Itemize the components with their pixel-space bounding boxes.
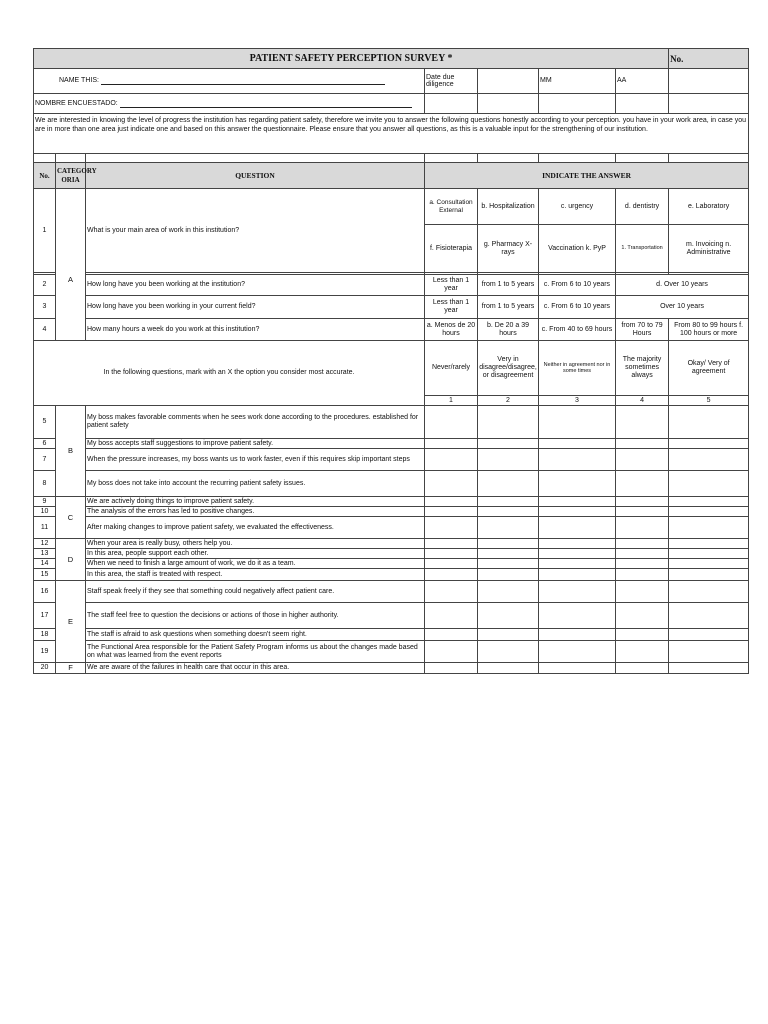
answer-cell[interactable]	[616, 569, 669, 581]
answer-cell[interactable]	[669, 449, 749, 471]
number-label: No.	[669, 49, 749, 69]
title-row	[34, 49, 749, 69]
answer-cell[interactable]	[539, 663, 616, 674]
answer-cell[interactable]	[539, 581, 616, 603]
answer-option[interactable]: from 70 to 79 Hours	[616, 319, 669, 341]
question-row	[34, 559, 749, 569]
answer-cell[interactable]	[539, 641, 616, 663]
answer-option[interactable]: a. Consultation External	[425, 189, 478, 225]
answer-cell[interactable]	[616, 539, 669, 549]
answer-option[interactable]: g. Pharmacy X-rays	[478, 225, 539, 273]
answer-cell[interactable]	[425, 569, 478, 581]
answer-option[interactable]: c. urgency	[539, 189, 616, 225]
answer-option[interactable]: Vaccination k. PyP	[539, 225, 616, 273]
answer-option[interactable]: d. Over 10 years	[616, 275, 749, 296]
question-row	[34, 319, 749, 341]
answer-cell[interactable]	[616, 507, 669, 517]
answer-cell[interactable]	[539, 559, 616, 569]
question-row	[34, 569, 749, 581]
answer-cell[interactable]	[539, 406, 616, 439]
answer-cell[interactable]	[539, 517, 616, 539]
answer-cell[interactable]	[669, 663, 749, 674]
answer-cell[interactable]	[669, 439, 749, 449]
answer-cell[interactable]	[478, 497, 539, 507]
question-row	[34, 539, 749, 549]
question-number: 19	[34, 641, 56, 663]
question-number: 6	[34, 439, 56, 449]
question-row	[34, 629, 749, 641]
answer-cell[interactable]	[478, 517, 539, 539]
answer-option[interactable]: f. Fisioterapia	[425, 225, 478, 273]
scale-header-row	[34, 341, 749, 396]
question-row	[34, 275, 749, 296]
question-text: My boss does not take into account the recurring patient safety issues.	[86, 471, 425, 497]
answer-cell[interactable]	[669, 471, 749, 497]
answer-cell[interactable]	[669, 569, 749, 581]
answer-cell[interactable]	[478, 629, 539, 641]
category-a: A	[56, 189, 86, 341]
question-number: 12	[34, 539, 56, 549]
scale-label: Never/rarely	[425, 341, 478, 396]
scale-number: 1	[425, 396, 478, 406]
question-text: When we need to finish a large amount of work, we do it as a team.	[86, 559, 425, 569]
question-number: 4	[34, 319, 56, 341]
answer-cell[interactable]	[616, 581, 669, 603]
question-text: How many hours a week do you work at this institution?	[86, 319, 425, 341]
answer-cell[interactable]	[425, 517, 478, 539]
date-label: Date due diligence	[425, 69, 478, 94]
survey-title: PATIENT SAFETY PERCEPTION SURVEY *	[34, 49, 669, 69]
answer-option[interactable]: Over 10 years	[616, 296, 749, 319]
question-number: 20	[34, 663, 56, 674]
answer-cell[interactable]	[478, 406, 539, 439]
question-text: When your area is really busy, others help you.	[86, 539, 425, 549]
question-row	[34, 296, 749, 319]
question-number: 13	[34, 549, 56, 559]
answer-option[interactable]: 1. Transportation	[616, 225, 669, 273]
question-number: 8	[34, 471, 56, 497]
answer-cell[interactable]	[669, 539, 749, 549]
answer-cell[interactable]	[616, 497, 669, 507]
answer-option[interactable]: from 1 to 5 years	[478, 275, 539, 296]
question-row	[34, 663, 749, 674]
name-this-label: NAME THIS:	[59, 77, 99, 84]
answer-option[interactable]: From 80 to 99 hours f. 100 hours or more	[669, 319, 749, 341]
answer-option[interactable]: e. Laboratory	[669, 189, 749, 225]
name-row	[34, 69, 749, 94]
answer-cell[interactable]	[478, 569, 539, 581]
date-mm-label[interactable]: MM	[539, 69, 616, 94]
answer-cell[interactable]	[616, 439, 669, 449]
scale-number: 2	[478, 396, 539, 406]
question-text: The staff feel free to question the decisions or actions of those in higher authority.	[86, 603, 425, 629]
question-row	[34, 471, 749, 497]
spacer-row	[34, 154, 749, 163]
question-text: The analysis of the errors has led to positive changes.	[86, 507, 425, 517]
answer-cell[interactable]	[669, 406, 749, 439]
question-row	[34, 641, 749, 663]
answer-cell[interactable]	[539, 439, 616, 449]
answer-cell[interactable]	[616, 663, 669, 674]
answer-cell[interactable]	[425, 406, 478, 439]
question-row	[34, 603, 749, 629]
answer-cell[interactable]	[478, 559, 539, 569]
name-this-cell	[34, 69, 425, 94]
answer-option[interactable]: c. From 40 to 69 hours	[539, 319, 616, 341]
answer-cell[interactable]	[539, 471, 616, 497]
nombre-field[interactable]	[120, 100, 412, 108]
answer-cell[interactable]	[478, 507, 539, 517]
answer-cell[interactable]	[616, 517, 669, 539]
col-no-header: No.	[34, 163, 56, 189]
answer-cell[interactable]	[669, 559, 749, 569]
answer-option[interactable]: a. Menos de 20 hours	[425, 319, 478, 341]
answer-cell[interactable]	[669, 517, 749, 539]
answer-cell[interactable]	[669, 581, 749, 603]
col-category-header	[56, 163, 97, 189]
answer-option[interactable]: from 1 to 5 years	[478, 296, 539, 319]
question-text: We are actively doing things to improve patient safety.	[86, 497, 425, 507]
answer-cell[interactable]	[669, 497, 749, 507]
question-row	[34, 517, 749, 539]
question-text: Staff speak freely if they see that something could negatively affect patient care.	[86, 581, 425, 603]
scale-number: 3	[539, 396, 616, 406]
answer-cell[interactable]	[616, 629, 669, 641]
column-header-row	[34, 163, 749, 189]
survey-number-field[interactable]	[669, 69, 749, 94]
answer-cell[interactable]	[425, 629, 478, 641]
answer-cell[interactable]	[478, 641, 539, 663]
category-c: C	[56, 497, 86, 539]
answer-cell[interactable]	[669, 507, 749, 517]
answer-cell[interactable]	[539, 507, 616, 517]
answer-cell[interactable]	[616, 559, 669, 569]
answer-cell[interactable]	[616, 471, 669, 497]
question-number: 17	[34, 603, 56, 629]
question-row	[34, 439, 749, 449]
answer-cell[interactable]	[539, 539, 616, 549]
col-category-line2: ORIA	[61, 175, 80, 184]
answer-cell[interactable]	[539, 603, 616, 629]
question-number: 10	[34, 507, 56, 517]
answer-option[interactable]: c. From 6 to 10 years	[539, 296, 616, 319]
category-d: D	[56, 539, 86, 581]
question-row	[34, 406, 749, 439]
answer-cell[interactable]	[478, 603, 539, 629]
answer-cell[interactable]	[616, 641, 669, 663]
question-row	[34, 497, 749, 507]
question-number: 15	[34, 569, 56, 581]
question-text: The staff is afraid to ask questions when something doesn't seem right.	[86, 629, 425, 641]
col-answer-header: INDICATE THE ANSWER	[425, 163, 749, 189]
question-number: 18	[34, 629, 56, 641]
question-number: 14	[34, 559, 56, 569]
date-aa-label[interactable]: AA	[616, 69, 669, 94]
answer-cell[interactable]	[616, 449, 669, 471]
answer-option[interactable]: Less than 1 year	[425, 296, 478, 319]
question-text: My boss accepts staff suggestions to improve patient safety.	[86, 439, 425, 449]
answer-cell[interactable]	[478, 539, 539, 549]
question-number: 3	[34, 296, 56, 319]
date-day-field[interactable]	[478, 69, 539, 94]
answer-option[interactable]: d. dentistry	[616, 189, 669, 225]
question-number: 11	[34, 517, 56, 539]
answer-cell[interactable]	[425, 497, 478, 507]
answer-cell[interactable]	[478, 439, 539, 449]
answer-option[interactable]: b. De 20 a 39 hours	[478, 319, 539, 341]
question-text: After making changes to improve patient safety, we evaluated the effectiveness.	[86, 517, 425, 539]
answer-option[interactable]: m. Invoicing n. Administrative	[669, 225, 749, 273]
question-number: 5	[34, 406, 56, 439]
answer-cell[interactable]	[478, 581, 539, 603]
category-f: F	[56, 663, 86, 674]
answer-cell[interactable]	[425, 663, 478, 674]
category-b: B	[56, 406, 86, 497]
nombre-label: NOMBRE ENCUESTADO:	[35, 99, 118, 107]
scale-number: 5	[669, 396, 749, 406]
answer-option[interactable]: c. From 6 to 10 years	[539, 275, 616, 296]
answer-option[interactable]: b. Hospitalization	[478, 189, 539, 225]
answer-cell[interactable]	[425, 439, 478, 449]
answer-cell[interactable]	[425, 641, 478, 663]
answer-cell[interactable]	[669, 641, 749, 663]
answer-cell[interactable]	[478, 449, 539, 471]
question-row	[34, 449, 749, 471]
answer-cell[interactable]	[669, 603, 749, 629]
answer-cell[interactable]	[425, 449, 478, 471]
answer-cell[interactable]	[539, 629, 616, 641]
scale-instruction: In the following questions, mark with an X the option you consider most accurate.	[34, 341, 425, 406]
scale-number: 4	[616, 396, 669, 406]
question-text: The Functional Area responsible for the Patient Safety Program informs us about the changes made based on what was learned from the event reports	[86, 641, 425, 663]
question-row	[34, 507, 749, 517]
scale-label: Neither in agreement nor in some times	[539, 341, 616, 396]
scale-label: Very in disagree/disagree, or disagreement	[478, 341, 539, 396]
answer-cell[interactable]	[669, 629, 749, 641]
survey-form	[33, 48, 748, 674]
question-text: What is your main area of work in this institution?	[86, 189, 425, 273]
scale-label: The majority sometimes always	[616, 341, 669, 396]
question-text: We are aware of the failures in health care that occur in this area.	[86, 663, 425, 674]
answer-cell[interactable]	[425, 603, 478, 629]
question-text: In this area, people support each other.	[86, 549, 425, 559]
question-text: How long have you been working in your current field?	[86, 296, 425, 319]
answer-cell[interactable]	[616, 603, 669, 629]
question-number: 7	[34, 449, 56, 471]
question-row	[34, 189, 749, 225]
question-row	[34, 581, 749, 603]
answer-cell[interactable]	[478, 549, 539, 559]
col-category-line1: CATEGORY	[57, 166, 97, 175]
survey-table	[33, 48, 749, 674]
answer-cell[interactable]	[425, 549, 478, 559]
scale-label: Okay/ Very of agreement	[669, 341, 749, 396]
question-text: In this area, the staff is treated with respect.	[86, 569, 425, 581]
answer-cell[interactable]	[616, 406, 669, 439]
answer-cell[interactable]	[539, 497, 616, 507]
name-this-field[interactable]	[101, 77, 385, 85]
answer-cell[interactable]	[425, 507, 478, 517]
question-number: 1	[34, 189, 56, 273]
answer-cell[interactable]	[478, 663, 539, 674]
category-e: E	[56, 581, 86, 663]
nombre-row	[34, 94, 749, 114]
answer-cell[interactable]	[425, 581, 478, 603]
answer-cell[interactable]	[425, 471, 478, 497]
question-row	[34, 549, 749, 559]
question-text: How long have you been working at the institution?	[86, 275, 425, 296]
answer-cell[interactable]	[425, 539, 478, 549]
question-text: My boss makes favorable comments when he sees work done according to the procedures. established for patient safety	[86, 406, 425, 439]
question-text: When the pressure increases, my boss wants us to work faster, even if this requires skip important steps	[86, 449, 425, 471]
intro-text: We are interested in knowing the level of progress the institution has regarding patient safety, therefore we invite you to answer the following questions honestly according to your perception. you have in your work area, in case you are in more than one area just indicate one and based on this answer the questionnaire. Please ensure that you answer all questions, as this is a valuable input for the strengthening of our institution.	[34, 114, 749, 154]
question-number: 2	[34, 275, 56, 296]
answer-cell[interactable]	[478, 471, 539, 497]
answer-cell[interactable]	[669, 549, 749, 559]
answer-cell[interactable]	[539, 449, 616, 471]
answer-cell[interactable]	[425, 559, 478, 569]
answer-cell[interactable]	[616, 549, 669, 559]
nombre-cell	[34, 94, 425, 114]
answer-option[interactable]: Less than 1 year	[425, 275, 478, 296]
question-number: 9	[34, 497, 56, 507]
col-question-header: QUESTION	[86, 163, 425, 189]
question-number: 16	[34, 581, 56, 603]
answer-cell[interactable]	[539, 549, 616, 559]
answer-cell[interactable]	[539, 569, 616, 581]
intro-row	[34, 114, 749, 154]
